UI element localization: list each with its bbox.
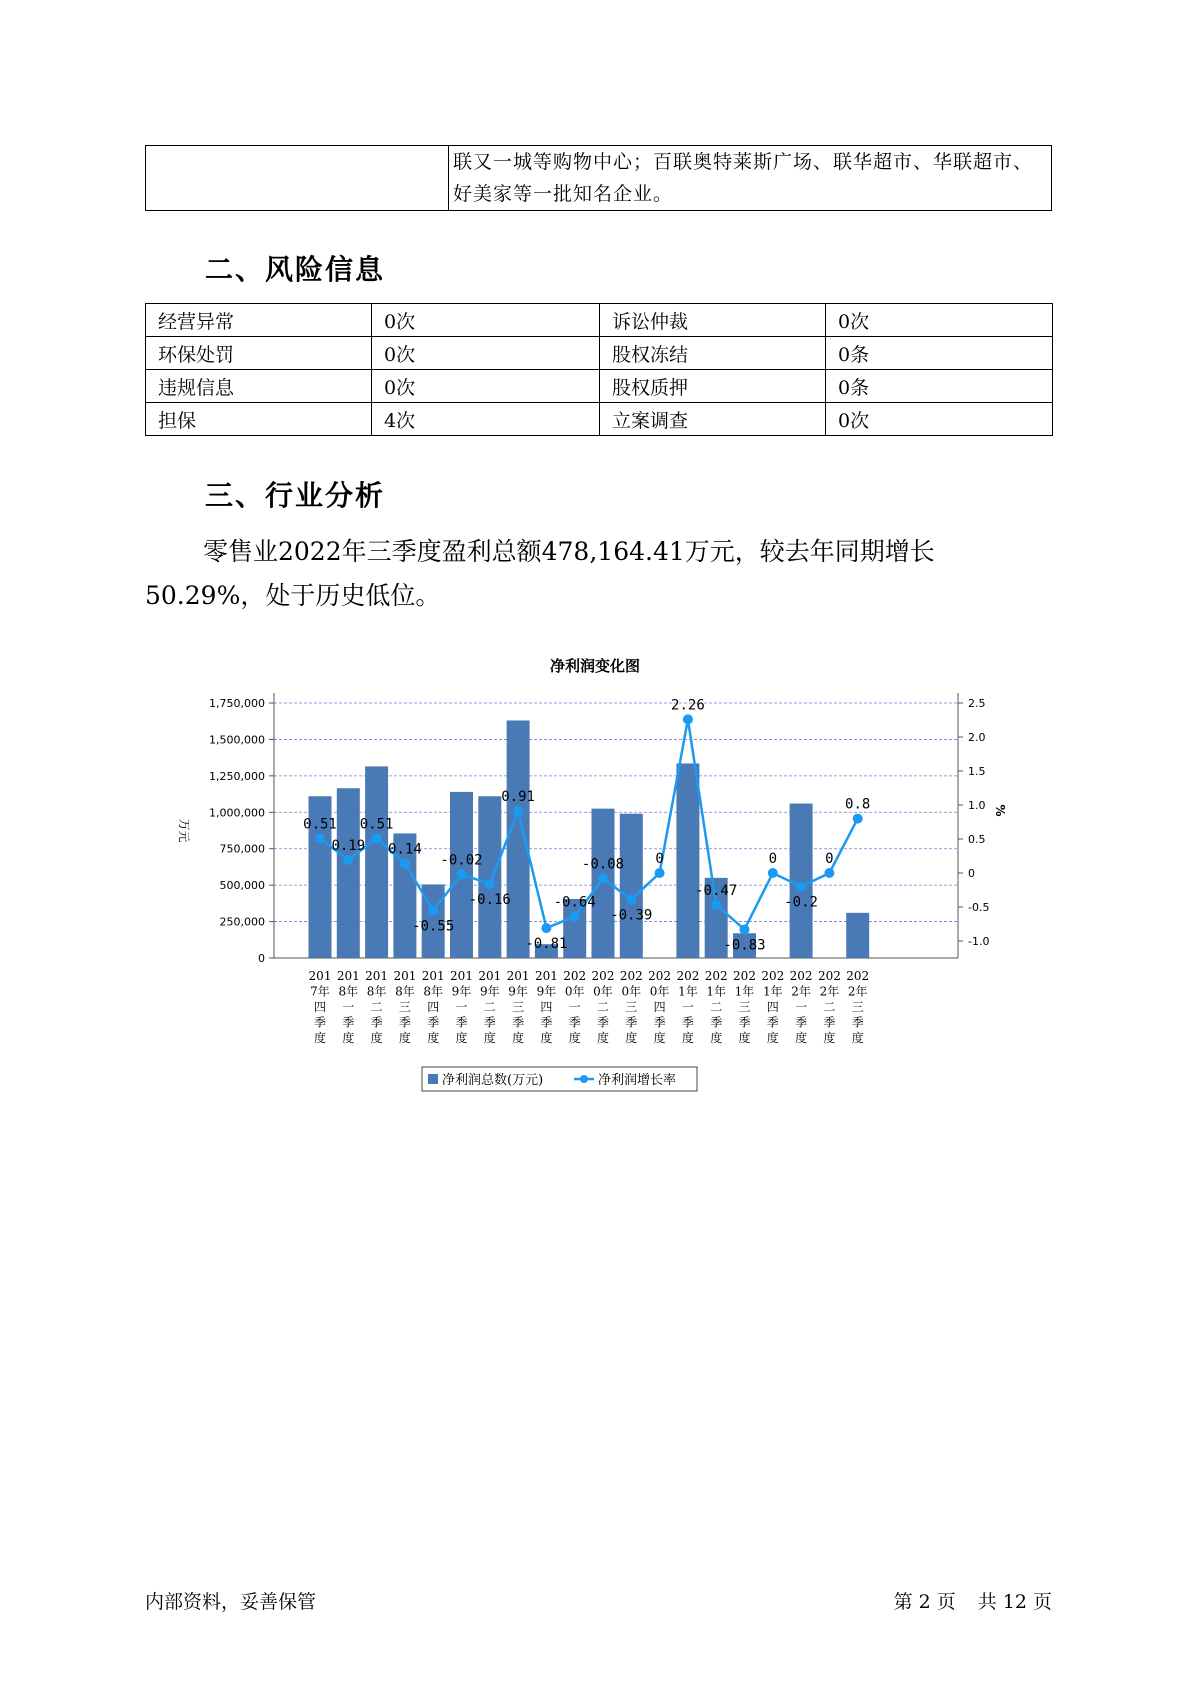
footer-page-number — [888, 1587, 1052, 1614]
x-tick-label: 201 8年四季度 — [421, 969, 445, 1045]
page-suffix: 页 — [1032, 1591, 1052, 1613]
x-tick-label: 202 0年一季度 — [563, 969, 587, 1045]
x-tick-label: 202 2年三季度 — [846, 969, 870, 1045]
growth-point — [513, 806, 523, 816]
risk-row — [146, 370, 1053, 403]
risk-cell-value2: 0条 — [826, 370, 1053, 403]
growth-point — [400, 858, 410, 868]
footer-confidential: 内部资料，妥善保管 — [145, 1591, 317, 1613]
risk-cell-value1: 0次 — [372, 304, 600, 337]
chart-title: 净利润变化图 — [549, 657, 641, 675]
growth-point — [711, 900, 721, 910]
growth-data-label: 0.51 — [303, 816, 337, 833]
net-profit-chart — [170, 645, 1030, 1105]
y-left-tick-label: 1,750,000 — [209, 697, 265, 710]
risk-row — [146, 304, 1053, 337]
growth-point — [428, 905, 438, 915]
growth-point — [626, 895, 636, 905]
risk-cell-value2: 0条 — [826, 337, 1053, 370]
x-tick-label: 202 0年二季度 — [591, 969, 615, 1045]
page-mid: 页 — [936, 1591, 956, 1613]
growth-data-label: -0.39 — [610, 907, 653, 924]
x-tick-label: 201 9年二季度 — [478, 969, 502, 1045]
y-right-axis-label: % — [993, 804, 1007, 817]
growth-data-label: -0.81 — [525, 936, 568, 953]
legend-line-marker — [580, 1075, 588, 1083]
x-tick-label: 202 1年二季度 — [704, 969, 728, 1045]
y-right-tick-label: -0.5 — [968, 901, 990, 914]
section-industry-title: 三、行业分析 — [205, 479, 386, 512]
x-tick-label: 201 8年三季度 — [393, 969, 417, 1045]
y-left-tick-label: 250,000 — [219, 915, 265, 929]
risk-cell-label2: 股权冻结 — [600, 337, 826, 370]
x-tick-label: 202 0年四季度 — [648, 969, 672, 1045]
growth-point — [796, 882, 806, 892]
risk-cell-value1: 0次 — [372, 370, 600, 403]
section-risk-title: 二、风险信息 — [205, 253, 386, 286]
x-tick-label: 202 1年三季度 — [733, 969, 756, 1045]
risk-cell-value2: 0次 — [826, 304, 1053, 337]
bar — [478, 796, 501, 958]
page-num: 2 — [918, 1591, 931, 1613]
x-tick-label: 202 0年三季度 — [619, 969, 643, 1045]
growth-data-label: -0.08 — [581, 856, 625, 873]
risk-cell-label1: 环保处罚 — [146, 337, 372, 370]
growth-data-label: 0 — [655, 851, 664, 867]
y-right-tick-label: 1.0 — [968, 799, 986, 812]
x-tick-label: 201 7年四季度 — [308, 969, 332, 1045]
growth-point — [598, 873, 608, 883]
risk-row — [146, 403, 1053, 436]
y-right-tick-label: 1.5 — [968, 765, 986, 778]
growth-data-label: 0.91 — [501, 789, 535, 806]
growth-data-label: 2.26 — [671, 697, 705, 714]
x-tick-label: 201 9年三季度 — [506, 969, 530, 1045]
y-left-tick-label: 0 — [258, 952, 265, 965]
growth-point — [457, 869, 467, 879]
growth-point — [343, 855, 353, 865]
company-intro-table — [145, 145, 1052, 211]
y-left-tick-label: 500,000 — [219, 879, 265, 893]
growth-data-label: -0.47 — [695, 882, 738, 899]
intro-label-cell — [146, 146, 449, 211]
growth-point — [372, 833, 382, 843]
risk-cell-label1: 经营异常 — [146, 304, 372, 337]
risk-cell-label2: 股权质押 — [600, 370, 826, 403]
growth-point — [853, 814, 863, 824]
growth-data-label: 0.19 — [331, 838, 366, 855]
growth-data-label: 0 — [825, 851, 834, 867]
industry-paragraph — [145, 530, 1045, 618]
page-prefix: 第 — [893, 1591, 913, 1613]
growth-point — [485, 879, 495, 889]
intro-text-cell: 联又一城等购物中心；百联奥特莱斯广场、联华超市、华联超市、好美家等一批知名企业。 — [449, 146, 1052, 211]
growth-data-label: -0.16 — [468, 891, 511, 908]
growth-data-label: 0.14 — [388, 841, 422, 858]
x-tick-label: 202 1年一季度 — [676, 969, 700, 1045]
bar — [620, 814, 643, 958]
x-tick-label: 201 9年一季度 — [450, 969, 473, 1045]
risk-cell-label1: 违规信息 — [146, 370, 372, 403]
bar — [790, 804, 813, 958]
risk-info-table — [145, 303, 1053, 436]
total-prefix: 共 — [977, 1591, 997, 1613]
legend-bar-swatch — [428, 1074, 438, 1084]
risk-cell-label2: 诉讼仲裁 — [600, 304, 826, 337]
bar — [337, 788, 360, 958]
risk-cell-label1: 担保 — [146, 403, 372, 436]
bar — [846, 913, 869, 958]
y-left-tick-label: 1,000,000 — [209, 806, 265, 820]
y-right-tick-label: 2.5 — [968, 697, 986, 710]
y-right-tick-label: 2.0 — [968, 731, 986, 744]
y-right-tick-label: 0 — [968, 867, 975, 880]
y-left-axis-label: 万元 — [177, 818, 191, 843]
y-left-tick-label: 1,500,000 — [209, 733, 265, 747]
x-tick-label: 202 2年一季度 — [789, 969, 813, 1045]
growth-data-label: -0.83 — [723, 937, 766, 954]
total-num: 12 — [1002, 1591, 1027, 1613]
growth-point — [768, 868, 778, 878]
growth-point — [740, 924, 750, 934]
growth-data-label: 0.51 — [359, 816, 394, 833]
growth-point — [683, 714, 693, 724]
growth-point — [824, 868, 834, 878]
growth-data-label: -0.2 — [784, 894, 818, 911]
x-tick-label: 201 9年四季度 — [534, 969, 558, 1045]
growth-point — [655, 868, 665, 878]
bar — [676, 763, 699, 958]
growth-data-label: 0.8 — [845, 796, 871, 813]
growth-point — [541, 923, 551, 933]
legend-line-label: 净利润增长率 — [598, 1073, 677, 1088]
growth-data-label: 0 — [768, 851, 778, 867]
legend-bar-label: 净利润总数(万元) — [442, 1073, 544, 1088]
y-left-tick-label: 750,000 — [219, 842, 265, 856]
growth-point — [570, 912, 580, 922]
risk-row — [146, 337, 1053, 370]
x-tick-label: 201 8年二季度 — [365, 969, 389, 1045]
risk-cell-label2: 立案调查 — [600, 403, 826, 436]
risk-cell-value1: 4次 — [372, 403, 600, 436]
industry-paragraph-text: 零售业2022年三季度盈利总额478,164.41万元，较去年同期增长50.29%，处于历史低位。 — [145, 537, 935, 610]
growth-data-label: -0.02 — [440, 852, 483, 869]
risk-cell-value1: 0次 — [372, 337, 600, 370]
x-tick-label: 202 2年二季度 — [817, 969, 841, 1045]
bar — [365, 766, 388, 958]
y-right-tick-label: 0.5 — [968, 833, 986, 846]
x-tick-label: 201 8年一季度 — [336, 969, 360, 1045]
growth-point — [315, 833, 325, 843]
y-left-tick-label: 1,250,000 — [209, 769, 265, 783]
x-tick-label: 202 1年四季度 — [761, 969, 785, 1045]
risk-cell-value2: 0次 — [826, 403, 1053, 436]
y-right-tick-label: -1.0 — [968, 935, 990, 948]
growth-data-label: -0.64 — [553, 894, 596, 911]
growth-data-label: -0.55 — [412, 918, 455, 935]
